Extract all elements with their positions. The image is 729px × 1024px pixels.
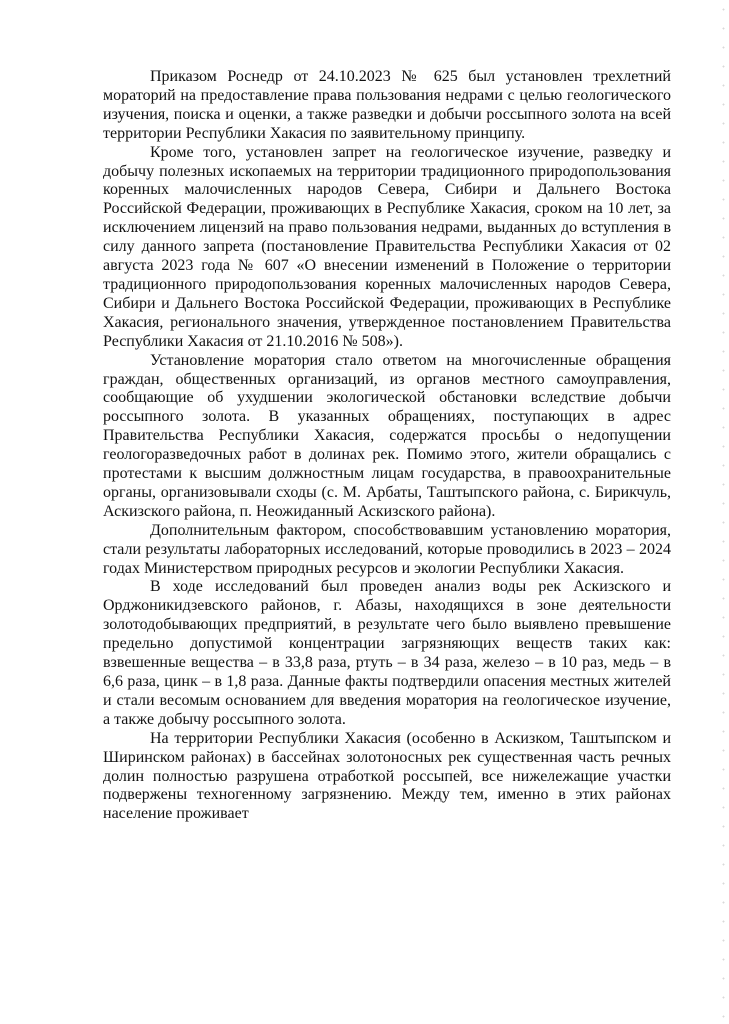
document-body xyxy=(103,68,671,824)
scan-edge-dots xyxy=(722,0,725,1024)
paragraph-ban-traditional-territories: Кроме того, установлен запрет на геологическое изучение, разведку и добычу полезных ископаемых на территории традиционного природопользования коренных малочисленных народов Севера, Сибири и Дальнего Востока Российской Федерации, проживающих в Республике Хакасия, сроком на 10 лет, за исключением лицензий на право пользования недрами, выданных до вступления в силу данного запрета (постановление Правительства Республики Хакасия от 02 августа 2023 года № 607 «О внесении изменений в Положение о территории традиционного природопользования коренных малочисленных народов Севера, Сибири и Дальнего Востока Российской Федерации, проживающих в Республике Хакасия, регионального значения, утвержденное постановлением Правительства Республики Хакасия от 21.10.2016 № 508»). xyxy=(103,143,671,350)
paragraph-public-appeals: Установление моратория стало ответом на многочисленные обращения граждан, общественных организаций, из органов местного самоуправления, сообщающие об ухудшении экологической обстановки вследствие добычи россыпного золота. В указанных обращениях, поступающих в адрес Правительства Республики Хакасия, содержатся просьбы о недопущении геологоразведочных работ в долинах рек. Помимо этого, жители обращались с протестами к высшим должностным лицам государства, в правоохранительные органы, организовывали сходы (с. М. Арбаты, Таштыпского района, с. Бирикчуль, Аскизского района, п. Неожиданный Аскизского района). xyxy=(103,351,671,520)
paragraph-lab-research: Дополнительным фактором, способствовавшим установлению моратория, стали результаты лабораторных исследований, которые проводились в 2023 – 2024 годах Министерством природных ресурсов и экологии Республики Хакасия. xyxy=(103,521,671,577)
paragraph-river-valleys: На территории Республики Хакасия (особенно в Аскизком, Таштыпском и Ширинском районах) в бассейнах золотоносных рек существенная часть речных долин полностью разрушена отработкой россыпей, все нижележащие участки подвержены техногенному загрязнению. Между тем, именно в этих районах население проживает xyxy=(103,729,671,823)
paragraph-water-analysis: В ходе исследований был проведен анализ воды рек Аскизского и Орджоникидзевского районов, г. Абазы, находящихся в зоне деятельности золотодобывающих предприятий, в результате чего было выявлено превышение предельно допустимой концентрации загрязняющих веществ таких как: взвешенные вещества – в 33,8 раза, ртуть – в 34 раза, железо – в 10 раз, медь – в 6,6 раза, цинк – в 1,8 раза. Данные факты подтвердили опасения местных жителей и стали весомым основанием для введения моратория на геологическое изучение, а также добычу россыпного золота. xyxy=(103,578,671,728)
paragraph-moratorium-order: Приказом Роснедр от 24.10.2023 № 625 был установлен трехлетний мораторий на предоставление права пользования недрами с целью геологического изучения, поиска и оценки, а также разведки и добычи россыпного золота на всей территории Республики Хакасия по заявительному принципу. xyxy=(103,68,671,142)
